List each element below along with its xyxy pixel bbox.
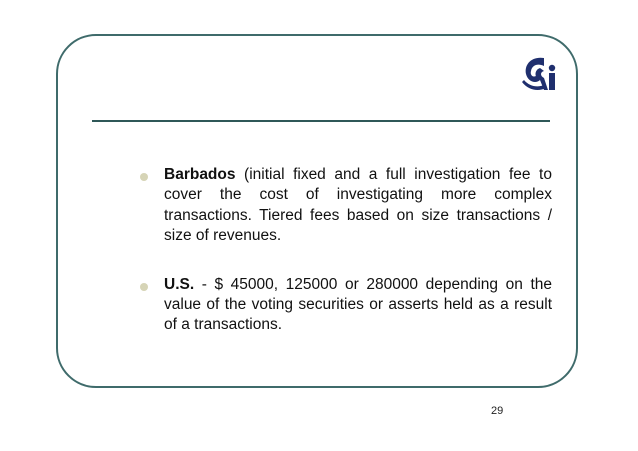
bullet-text [164,275,552,336]
bullet-body: (initial fixed and a full investigation fee to cover the cost of investigating more complex transactions. Tiered fees based on size transactions / size of revenues. [164,166,552,245]
list-item [140,275,552,336]
institution-logo-icon [518,54,560,94]
bullet-dot-icon [140,173,148,181]
bullet-text [164,165,552,247]
title-rule [92,120,550,122]
bullet-list [140,165,552,364]
bullet-dot-icon [140,283,148,291]
bullet-heading: Barbados [164,166,236,183]
bullet-body: - $ 45000, 125000 or 280000 depending on the value of the voting securities or asserts held as a result of a transactions. [164,275,552,334]
list-item [140,165,552,247]
bullet-heading: U.S. [164,275,195,293]
page-number: 29 [491,405,504,417]
